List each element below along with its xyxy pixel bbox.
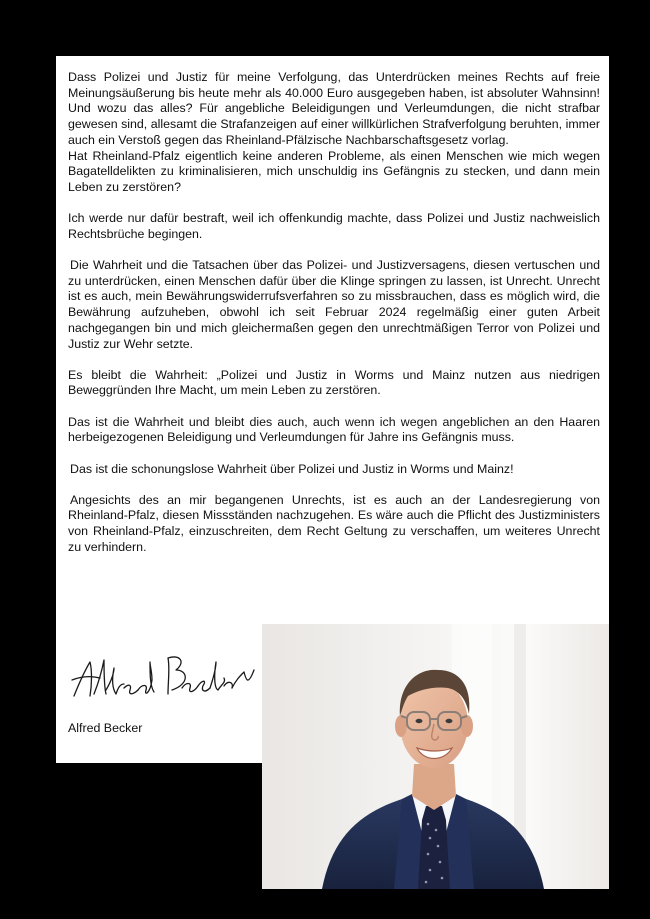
paragraph-8: Angesichts des an mir begangenen Unrechts, ist es auch an der Landesregierung von Rheinland-Pfalz, diesen Missständen nachzugehen. Es wäre auch die Pflicht des Justizministers von Rheinland-Pfalz, einzuschreiten, dem Recht Geltung zu verschaffen, um weiteres Unrecht zu verhindern. [68, 492, 600, 554]
paragraph-3: Ich werde nur dafür bestraft, weil ich offenkundig machte, dass Polizei und Justiz nachweislich Rechtsbrüche begingen. [68, 211, 600, 241]
paragraph-7: Das ist die schonungslose Wahrheit über Polizei und Justiz in Worms und Mainz! [70, 461, 514, 476]
paragraph-6: Das ist die Wahrheit und bleibt dies auch, auch wenn ich wegen angeblichen an den Haaren herbeigezogenen Beleidigung und Verleumdungen für Jahre ins Gefängnis muss. [68, 414, 600, 445]
portrait-illustration [262, 624, 609, 889]
portrait-photo [262, 624, 609, 889]
paragraph-5: Es bleibt die Wahrheit: „Polizei und Justiz in Worms und Mainz nutzen aus niedrigen Beweggründen Ihre Macht, um mein Leben zu zerstören. [68, 367, 600, 398]
paragraph-4: Die Wahrheit und die Tatsachen über das Polizei- und Justizversagens, diesen vertuschen und zu unterdrücken, einen Menschen dafür über die Klinge springen zu lassen, ist Unrecht. Unrecht ist es auch, mein Bewährungswiderrufsverfahren so zu missbrauchen, dass es möglich wird, die Bewährung aufzuheben, obwohl ich seit Februar 2024 regelmäßig einer guten Arbeit nachgegangen bin und mich gleichermaßen gegen den unrechtmäßigen Terror von Polizei und Justiz zur Wehr setzte. [68, 258, 600, 351]
paragraph-1: Dass Polizei und Justiz für meine Verfolgung, das Unterdrücken meines Rechts auf freie Meinungsäußerung bis heute mehr als 40.000 Euro ausgegeben haben, ist absoluter Wahnsinn! Und wozu das alles? Für angebliche Beleidigungen und Verleumdungen, die nicht strafbar gewesen sind, allesamt die Strafanzeigen auf einer willkürlichen Strafverfolgung beruhten, immer auch ein Verstoß gegen das Rheinland-Pfälzische Nachbarschaftsgesetz vorlag. [68, 70, 600, 147]
handwritten-signature [68, 650, 258, 706]
paragraph-2: Hat Rheinland-Pfalz eigentlich keine anderen Probleme, als einen Menschen wie mich wegen Bagatelldelikten zu kriminalisieren, mich unschuldig ins Gefängnis zu stecken, und dann mein Leben zu zerstören? [68, 148, 600, 194]
letter-body [68, 70, 600, 556]
author-name: Alfred Becker [68, 721, 143, 735]
